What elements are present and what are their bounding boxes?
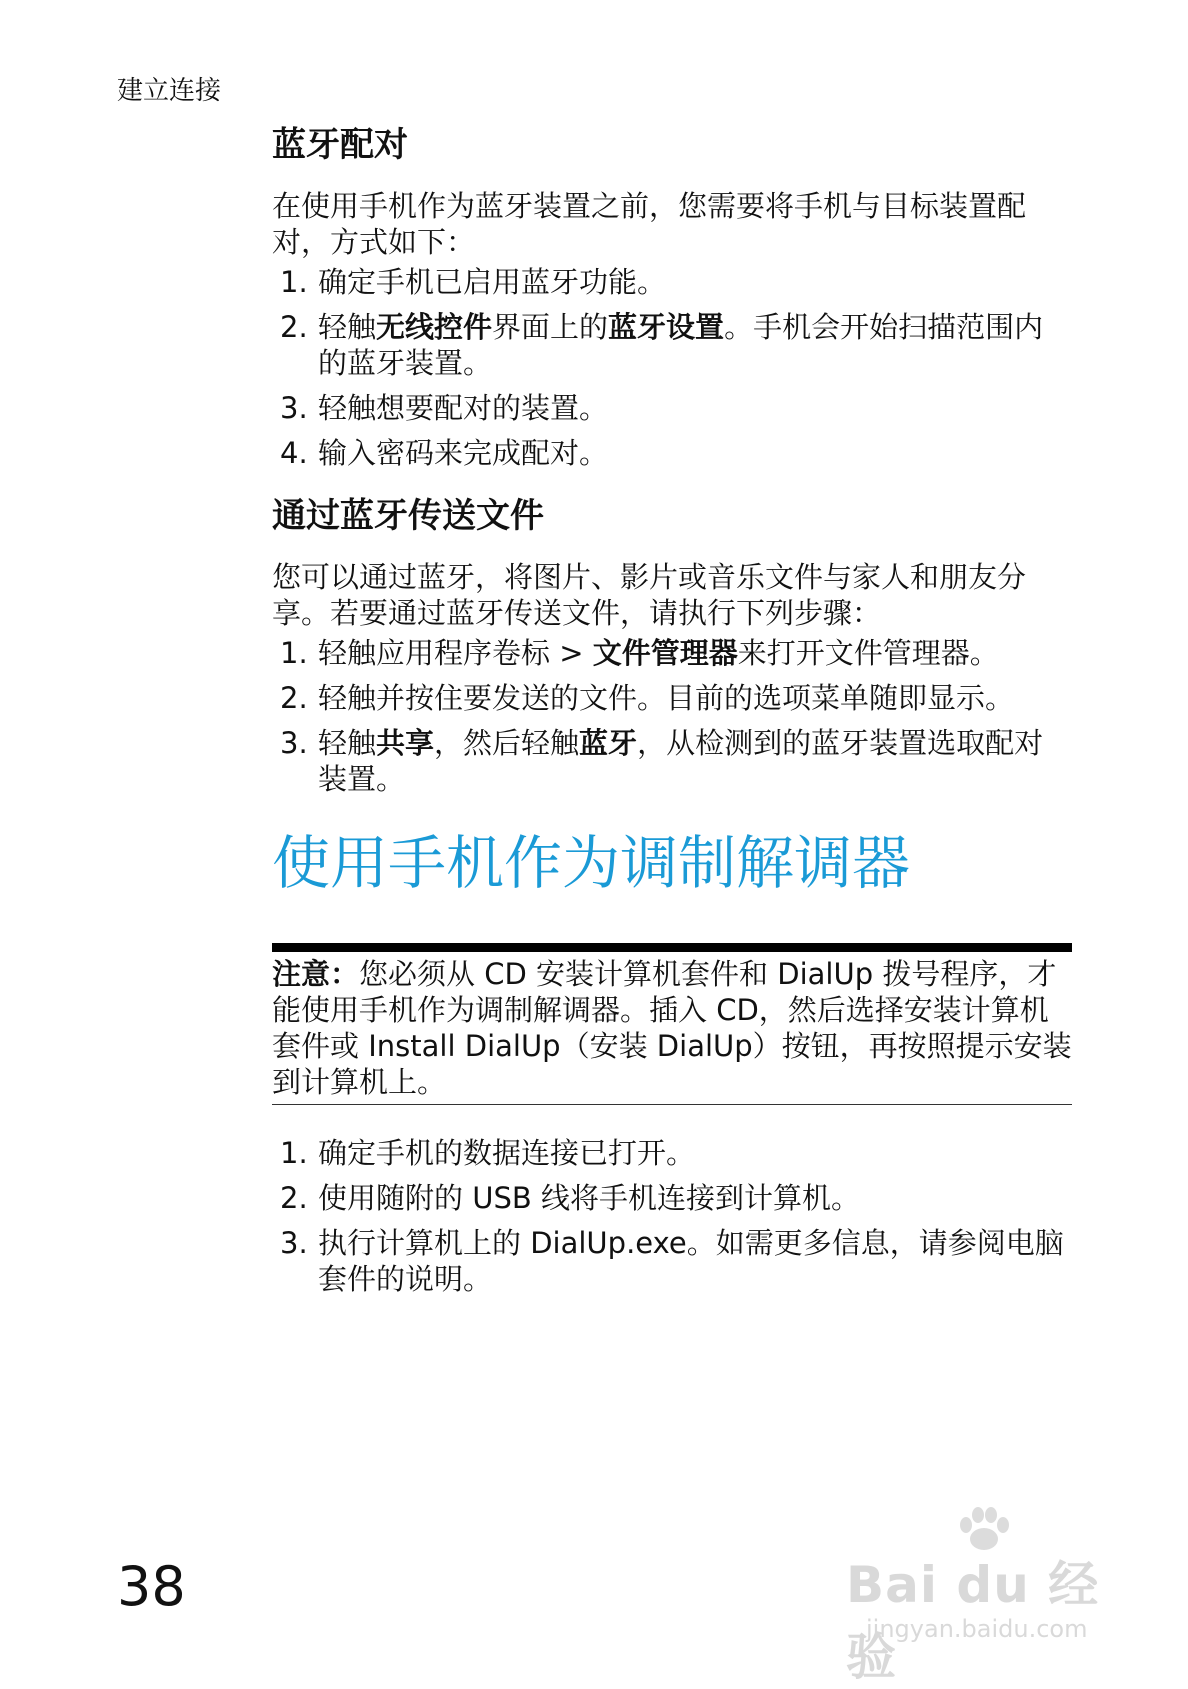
step-text: 轻触想要配对的装置。 [318,391,609,425]
step-bold-term: 共享 [376,726,435,760]
step-text: 轻触应用程序卷标 > [318,636,593,670]
step-number: 3. [280,391,308,425]
note-box [272,943,1072,1105]
step-bold-term: 蓝牙 [579,726,638,760]
step-text: 使用随附的 USB 线将手机连接到计算机。 [318,1181,860,1215]
step-text: ，从检测到的蓝牙装置选取配对装置。 [318,726,1044,796]
list-item [272,1225,1072,1297]
pairing-steps [272,264,1072,471]
step-number: 2. [280,681,308,715]
step-bold-term: 文件管理器 [592,636,738,670]
step-text: 轻触 [318,726,377,760]
step-number: 2. [280,1181,308,1215]
step-text: 轻触并按住要发送的文件。目前的选项菜单随即显示。 [318,681,1015,715]
step-text: 确定手机的数据连接已打开。 [318,1136,696,1170]
modem-steps [272,1135,1072,1297]
running-head: 建立连接 [117,76,222,106]
step-number: 3. [280,726,308,760]
step-bold-term: 无线控件 [376,310,493,344]
transfer-intro: 您可以通过蓝牙，将图片、影片或音乐文件与家人和朋友分享。若要通过蓝牙传送文件，请执行下列步骤： [272,560,1027,630]
step-text: 输入密码来完成配对。 [318,436,609,470]
list-item [272,1135,1072,1171]
list-item [272,1180,1072,1216]
step-text: 轻触 [318,310,377,344]
page-content [272,122,1072,1306]
step-number: 4. [280,436,308,470]
step-text: 确定手机已启用蓝牙功能。 [318,265,667,299]
list-item [272,309,1072,381]
step-number: 1. [280,636,308,670]
section-title-bluetooth-transfer: 通过蓝牙传送文件 [272,496,544,536]
note-label: 注意： [272,957,360,991]
chapter-title-modem: 使用手机作为调制解调器 [272,829,911,897]
list-item [272,435,1072,471]
step-number: 1. [280,265,308,299]
list-item [272,680,1072,716]
watermark-logo: Bai du 经验 [846,1556,1100,1686]
list-item [272,264,1072,300]
note-text: 您必须从 CD 安装计算机套件和 DialUp 拨号程序，才能使用手机作为调制解调器。插入 CD，然后选择安装计算机套件或 Install DialUp（安装 DialUp）按钮，再按照提示安装到计算机上。 [272,957,1072,1099]
step-text: 。手机会开始扫描范围内的蓝牙装置。 [318,310,1044,380]
watermark-url: jingyan.baidu.com [866,1615,1088,1643]
transfer-steps [272,635,1072,797]
step-text: 来打开文件管理器。 [737,636,999,670]
list-item [272,390,1072,426]
step-bold-term: 蓝牙设置 [608,310,725,344]
page-number: 38 [117,1555,186,1618]
step-text: 执行计算机上的 DialUp.exe。如需更多信息，请参阅电脑套件的说明。 [318,1226,1064,1296]
note-paragraph [272,956,1072,1100]
section-title-bluetooth-pairing: 蓝牙配对 [272,125,408,165]
step-number: 2. [280,310,308,344]
list-item [272,635,1072,671]
list-item [272,725,1072,797]
step-number: 1. [280,1136,308,1170]
step-text: 界面上的 [492,310,609,344]
step-text: ，然后轻触 [434,726,580,760]
step-number: 3. [280,1226,308,1260]
pairing-intro: 在使用手机作为蓝牙装置之前，您需要将手机与目标装置配对，方式如下： [272,189,1027,259]
baidu-watermark [846,1505,1136,1686]
